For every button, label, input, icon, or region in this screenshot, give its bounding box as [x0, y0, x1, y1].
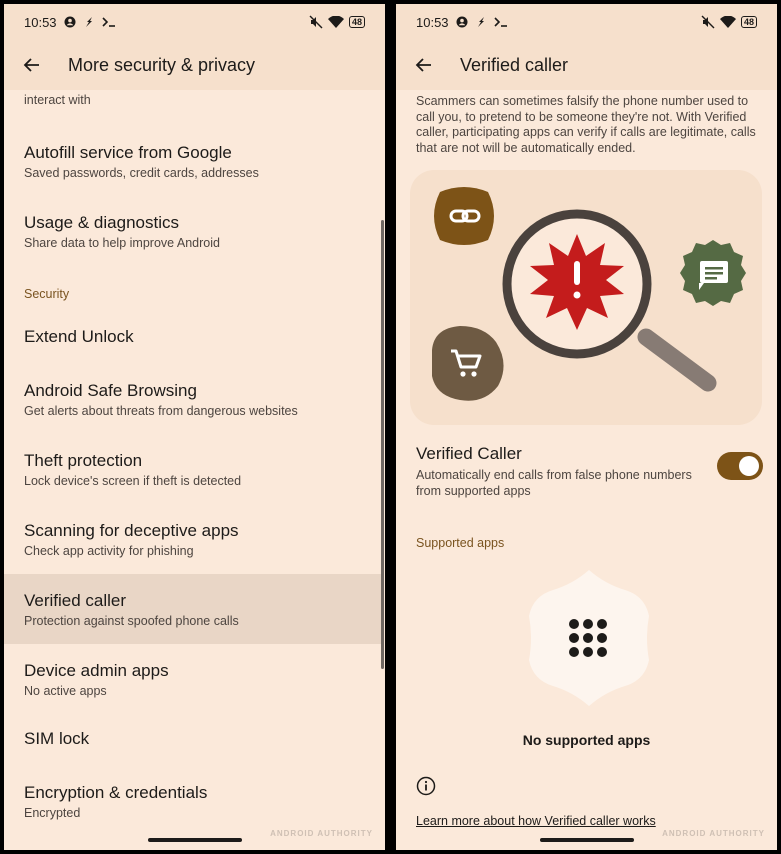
item-subtitle: Get alerts about threats from dangerous websites — [24, 404, 298, 418]
item-subtitle: Lock device's screen if theft is detected — [24, 474, 242, 488]
clipped-item-text: interact with — [24, 93, 91, 107]
watermark: ANDROID AUTHORITY — [270, 829, 373, 838]
right-screen — [396, 4, 777, 850]
page-title: Verified caller — [460, 54, 569, 75]
back-arrow-icon[interactable] — [396, 56, 452, 74]
gesture-nav-handle[interactable] — [148, 838, 242, 842]
list-item-safe-browsing[interactable] — [4, 364, 382, 434]
shopping-cart-icon — [432, 326, 504, 401]
verified-caller-illustration — [410, 170, 762, 425]
back-arrow-icon[interactable] — [4, 56, 60, 74]
verified-caller-switch[interactable] — [717, 452, 763, 480]
toggle-subtitle: Automatically end calls from false phone numbers from supported apps — [416, 468, 692, 498]
item-title: Usage & diagnostics — [24, 213, 179, 232]
app-bar — [396, 40, 777, 90]
section-header-security: Security — [24, 287, 70, 301]
supported-apps-header: Supported apps — [416, 536, 505, 550]
item-subtitle: Protection against spoofed phone calls — [24, 614, 239, 628]
app-bar — [4, 40, 385, 90]
account-circle-icon — [456, 16, 468, 28]
battery-icon: 48 — [349, 16, 365, 28]
item-title: Android Safe Browsing — [24, 381, 197, 400]
message-icon — [680, 240, 746, 306]
list-item-device-admin[interactable] — [4, 644, 382, 714]
terminal-icon — [102, 16, 116, 28]
item-title: Autofill service from Google — [24, 143, 232, 162]
mute-icon — [701, 15, 715, 29]
link-icon — [434, 187, 494, 245]
item-subtitle: Check app activity for phishing — [24, 544, 194, 558]
item-title: Scanning for deceptive apps — [24, 521, 239, 540]
list-item-encryption[interactable] — [4, 766, 382, 836]
list-item-extend-unlock[interactable] — [4, 312, 382, 362]
scrollbar[interactable] — [381, 220, 384, 669]
info-icon — [416, 776, 436, 801]
toggle-title: Verified Caller — [416, 444, 522, 463]
item-subtitle: Encrypted — [24, 806, 81, 820]
item-subtitle: Share data to help improve Android — [24, 236, 220, 250]
item-title: Verified caller — [24, 591, 127, 610]
verified-caller-content — [396, 90, 777, 850]
watermark: ANDROID AUTHORITY — [662, 829, 765, 838]
status-time: 10:53 — [24, 14, 57, 30]
status-time: 10:53 — [416, 14, 449, 30]
settings-list — [4, 90, 385, 850]
wifi-icon — [328, 16, 344, 29]
list-item-usage-diagnostics[interactable] — [4, 196, 382, 266]
list-item-autofill[interactable] — [4, 126, 382, 196]
apps-grid-badge — [525, 568, 653, 708]
mute-icon — [309, 15, 323, 29]
status-bar — [4, 4, 385, 40]
item-title: Device admin apps — [24, 661, 169, 680]
list-item-theft-protection[interactable] — [4, 434, 382, 504]
fire-icon — [83, 16, 95, 28]
apps-grid-icon — [569, 619, 607, 657]
terminal-icon — [494, 16, 508, 28]
item-title: SIM lock — [24, 729, 90, 748]
list-item-verified-caller[interactable] — [4, 574, 382, 644]
fire-icon — [475, 16, 487, 28]
battery-icon: 48 — [741, 16, 757, 28]
intro-text: Scammers can sometimes falsify the phone number used to call you, to pretend to be someone they're not. With Verified caller, participating apps can verify if calls are legitimate, calls that are not will be automatically ended. — [416, 94, 756, 155]
list-item-sim-lock[interactable] — [4, 714, 382, 764]
item-title: Extend Unlock — [24, 327, 134, 346]
item-title: Encryption & credentials — [24, 783, 208, 802]
status-bar — [396, 4, 777, 40]
account-circle-icon — [64, 16, 76, 28]
learn-more-link[interactable]: Learn more about how Verified caller works — [416, 814, 656, 828]
item-title: Theft protection — [24, 451, 143, 470]
gesture-nav-handle[interactable] — [540, 838, 634, 842]
verified-caller-toggle-row[interactable] — [396, 440, 777, 500]
no-supported-apps-text: No supported apps — [522, 732, 651, 748]
item-subtitle: Saved passwords, credit cards, addresses — [24, 166, 259, 180]
left-screen — [4, 4, 385, 850]
item-subtitle: No active apps — [24, 684, 107, 698]
switch-thumb — [739, 456, 759, 476]
list-item-deceptive-apps[interactable] — [4, 504, 382, 574]
wifi-icon — [720, 16, 736, 29]
page-title: More security & privacy — [68, 54, 256, 75]
magnifier-icon — [507, 214, 708, 383]
